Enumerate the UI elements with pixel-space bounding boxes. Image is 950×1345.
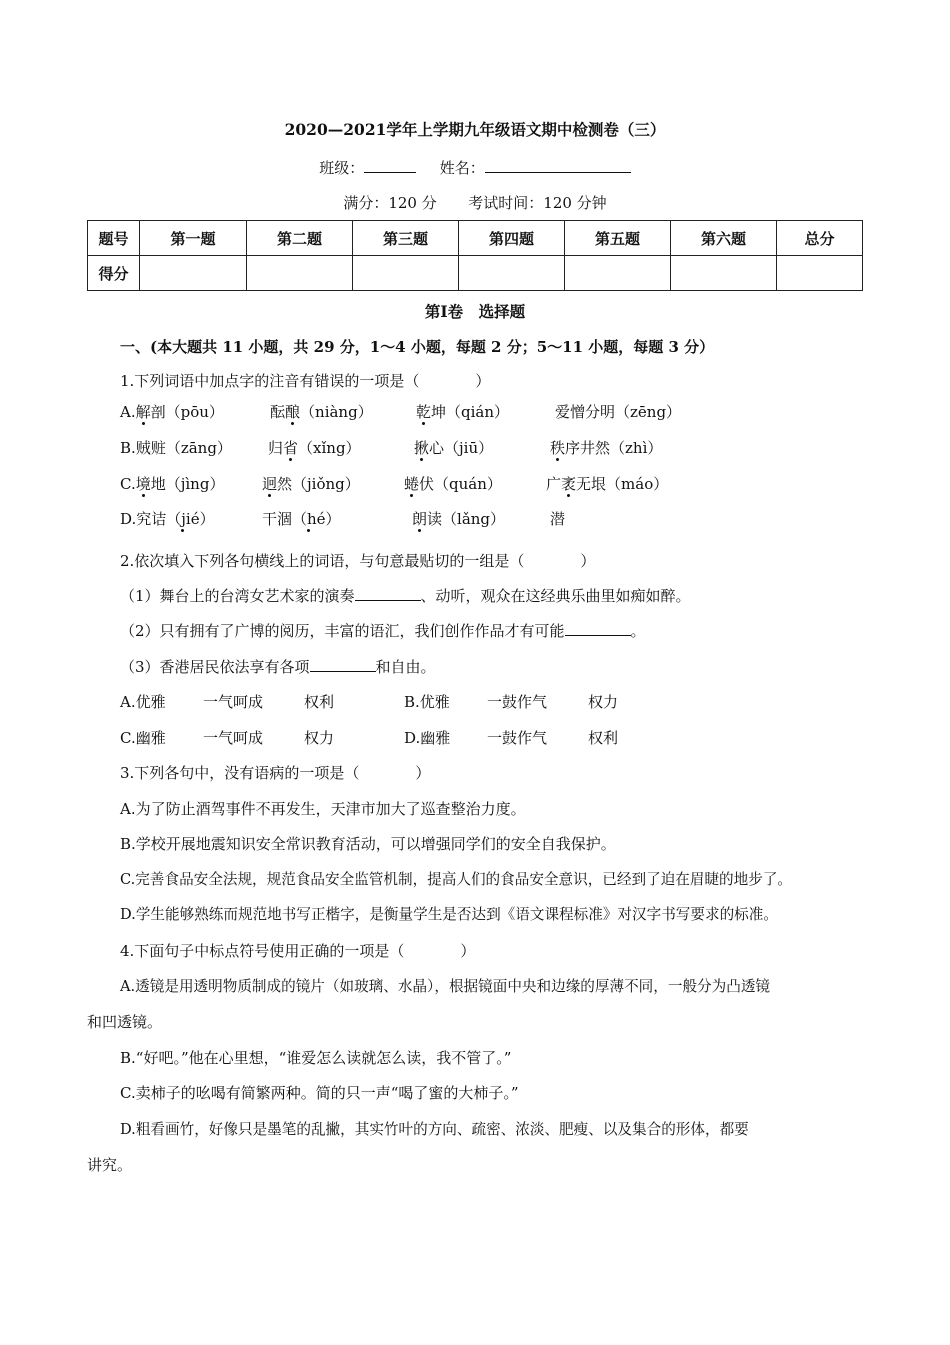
score-cell[interactable] <box>459 256 565 291</box>
score-cell[interactable] <box>671 256 777 291</box>
q1-option-b3: 揪心（jiū） <box>414 439 494 457</box>
score-header-cell: 第二题 <box>247 221 353 256</box>
q1-option-a3: 乾坤（qián） <box>416 403 510 421</box>
q2-blank-1[interactable] <box>355 586 421 601</box>
q1-option-d1: D.究诘（jié） <box>120 510 215 528</box>
q1-stem: 1.下列词语中加点字的注音有错误的一项是（ ） <box>120 372 491 390</box>
q3-option-b: B.学校开展地震知识安全常识教育活动，可以增强同学们的安全自我保护。 <box>120 835 616 853</box>
exam-time: 考试时间：120 分钟 <box>468 194 607 212</box>
q2-option-d-word1: D.幽雅 <box>404 729 451 747</box>
q1-option-b2: 归省（xǐng） <box>268 439 361 457</box>
score-header-cell: 总分 <box>777 221 863 256</box>
q2-option-a-word2: 一气呵成 <box>203 693 264 711</box>
q2-option-b-word3: 权力 <box>588 693 619 711</box>
q3-option-c: C.完善食品安全法规，规范食品安全监管机制，提高人们的食品安全意识，已经到了迫在眉睫的地步了。 <box>120 871 793 888</box>
exam-title: 2020—2021学年上学期九年级语文期中检测卷（三） <box>284 120 666 139</box>
q3-option-a: A.为了防止酒驾事件不再发生，天津市加大了巡查整治力度。 <box>120 800 526 818</box>
score-cell[interactable] <box>777 256 863 291</box>
name-blank[interactable] <box>485 158 631 173</box>
q2-option-c-word3: 权力 <box>304 729 335 747</box>
score-cell[interactable] <box>140 256 247 291</box>
q2-option-b-word1: B.优雅 <box>404 693 450 711</box>
full-score: 满分：120 分 <box>343 194 437 212</box>
q1-option-c4: 广袤无垠（máo） <box>546 475 669 493</box>
q2-sentence-1: （1）舞台上的台湾女艺术家的演奏 、动听，观众在这经典乐曲里如痴如醉。 <box>120 587 691 605</box>
q2-option-a-word1: A.优雅 <box>120 693 166 711</box>
q2-blank-3[interactable] <box>310 657 376 672</box>
q4-option-d-line2: 讲究。 <box>87 1156 133 1174</box>
q2-option-c-word2: 一气呵成 <box>203 729 264 747</box>
q4-stem: 4.下面句子中标点符号使用正确的一项是（ ） <box>120 942 476 960</box>
q3-stem: 3.下列各句中，没有语病的一项是（ ） <box>120 764 431 782</box>
q4-option-a-line1: A.透镜是用透明物质制成的镜片（如玻璃、水晶），根据镜面中央和边缘的厚薄不同，一般分为凸透镜 <box>120 978 771 995</box>
score-cell[interactable] <box>353 256 459 291</box>
q2-stem: 2.依次填入下列各句横线上的词语，与句意最贴切的一组是（ ） <box>120 552 596 570</box>
q2-blank-2[interactable] <box>565 621 631 636</box>
q1-option-c3: 蜷伏（quán） <box>404 475 502 493</box>
q2-option-d-word2: 一鼓作气 <box>487 729 548 747</box>
part1-heading: 一、(本大题共 11 小题，共 29 分，1～4 小题，每题 2 分；5～11 小题，每题 3 分） <box>120 338 715 356</box>
q4-option-a-line2: 和凹透镜。 <box>87 1013 163 1031</box>
score-row-label: 得分 <box>88 256 140 291</box>
q2-option-c-word1: C.幽雅 <box>120 729 166 747</box>
exam-meta-line <box>0 192 950 213</box>
score-cell[interactable] <box>565 256 671 291</box>
q2-option-d-word3: 权利 <box>588 729 619 747</box>
q2-sentence-3: （3）香港居民依法享有各项 和自由。 <box>120 658 436 676</box>
q2-option-b-word2: 一鼓作气 <box>487 693 548 711</box>
score-header-cell: 第三题 <box>353 221 459 256</box>
q1-option-c1: C.境地（jìng） <box>120 475 225 493</box>
score-table <box>87 220 863 291</box>
q1-option-a1: A.解剖（pōu） <box>120 403 224 421</box>
score-header-cell: 第四题 <box>459 221 565 256</box>
q4-option-d-line1: D.粗看画竹，好像只是墨笔的乱撇，其实竹叶的方向、疏密、浓淡、肥瘦、以及集合的形体，都要 <box>120 1121 749 1138</box>
q1-option-d2: 干涸（hé） <box>262 510 341 528</box>
q1-option-d4: 潜 <box>550 510 566 528</box>
score-header-cell: 题号 <box>88 221 140 256</box>
score-table-header-row <box>88 221 863 256</box>
q3-option-d: D.学生能够熟练而规范地书写正楷字，是衡量学生是否达到《语文课程标准》对汉字书写要求的标准。 <box>120 906 778 923</box>
q1-option-a4: 爱憎分明（zēng） <box>555 403 682 421</box>
score-header-cell: 第五题 <box>565 221 671 256</box>
score-header-cell: 第一题 <box>140 221 247 256</box>
q2-option-a-word3: 权利 <box>304 693 335 711</box>
q1-option-b1: B.贼赃（zāng） <box>120 439 232 457</box>
student-info-line <box>0 157 950 178</box>
q1-option-d3: 朗读（lǎng） <box>412 510 506 528</box>
score-table-score-row <box>88 256 863 291</box>
q2-sentence-2: （2）只有拥有了广博的阅历，丰富的语汇，我们创作作品才有可能 。 <box>120 622 646 640</box>
section-title: 第Ⅰ卷 选择题 <box>424 302 526 321</box>
score-header-cell: 第六题 <box>671 221 777 256</box>
q1-option-a2: 酝酿（niàng） <box>270 403 373 421</box>
score-cell[interactable] <box>247 256 353 291</box>
name-label: 姓名： <box>439 159 485 177</box>
class-blank[interactable] <box>364 158 416 173</box>
q4-option-b: B.“好吧。”他在心里想，“谁爱怎么读就怎么读，我不管了。” <box>120 1049 512 1067</box>
q1-option-c2: 迥然（jiǒng） <box>262 475 360 493</box>
class-label: 班级： <box>319 159 365 177</box>
q1-option-b4: 秩序井然（zhì） <box>550 439 663 457</box>
q4-option-c: C.卖柿子的吆喝有简繁两种。简的只一声“喝了蜜的大柿子。” <box>120 1084 519 1102</box>
